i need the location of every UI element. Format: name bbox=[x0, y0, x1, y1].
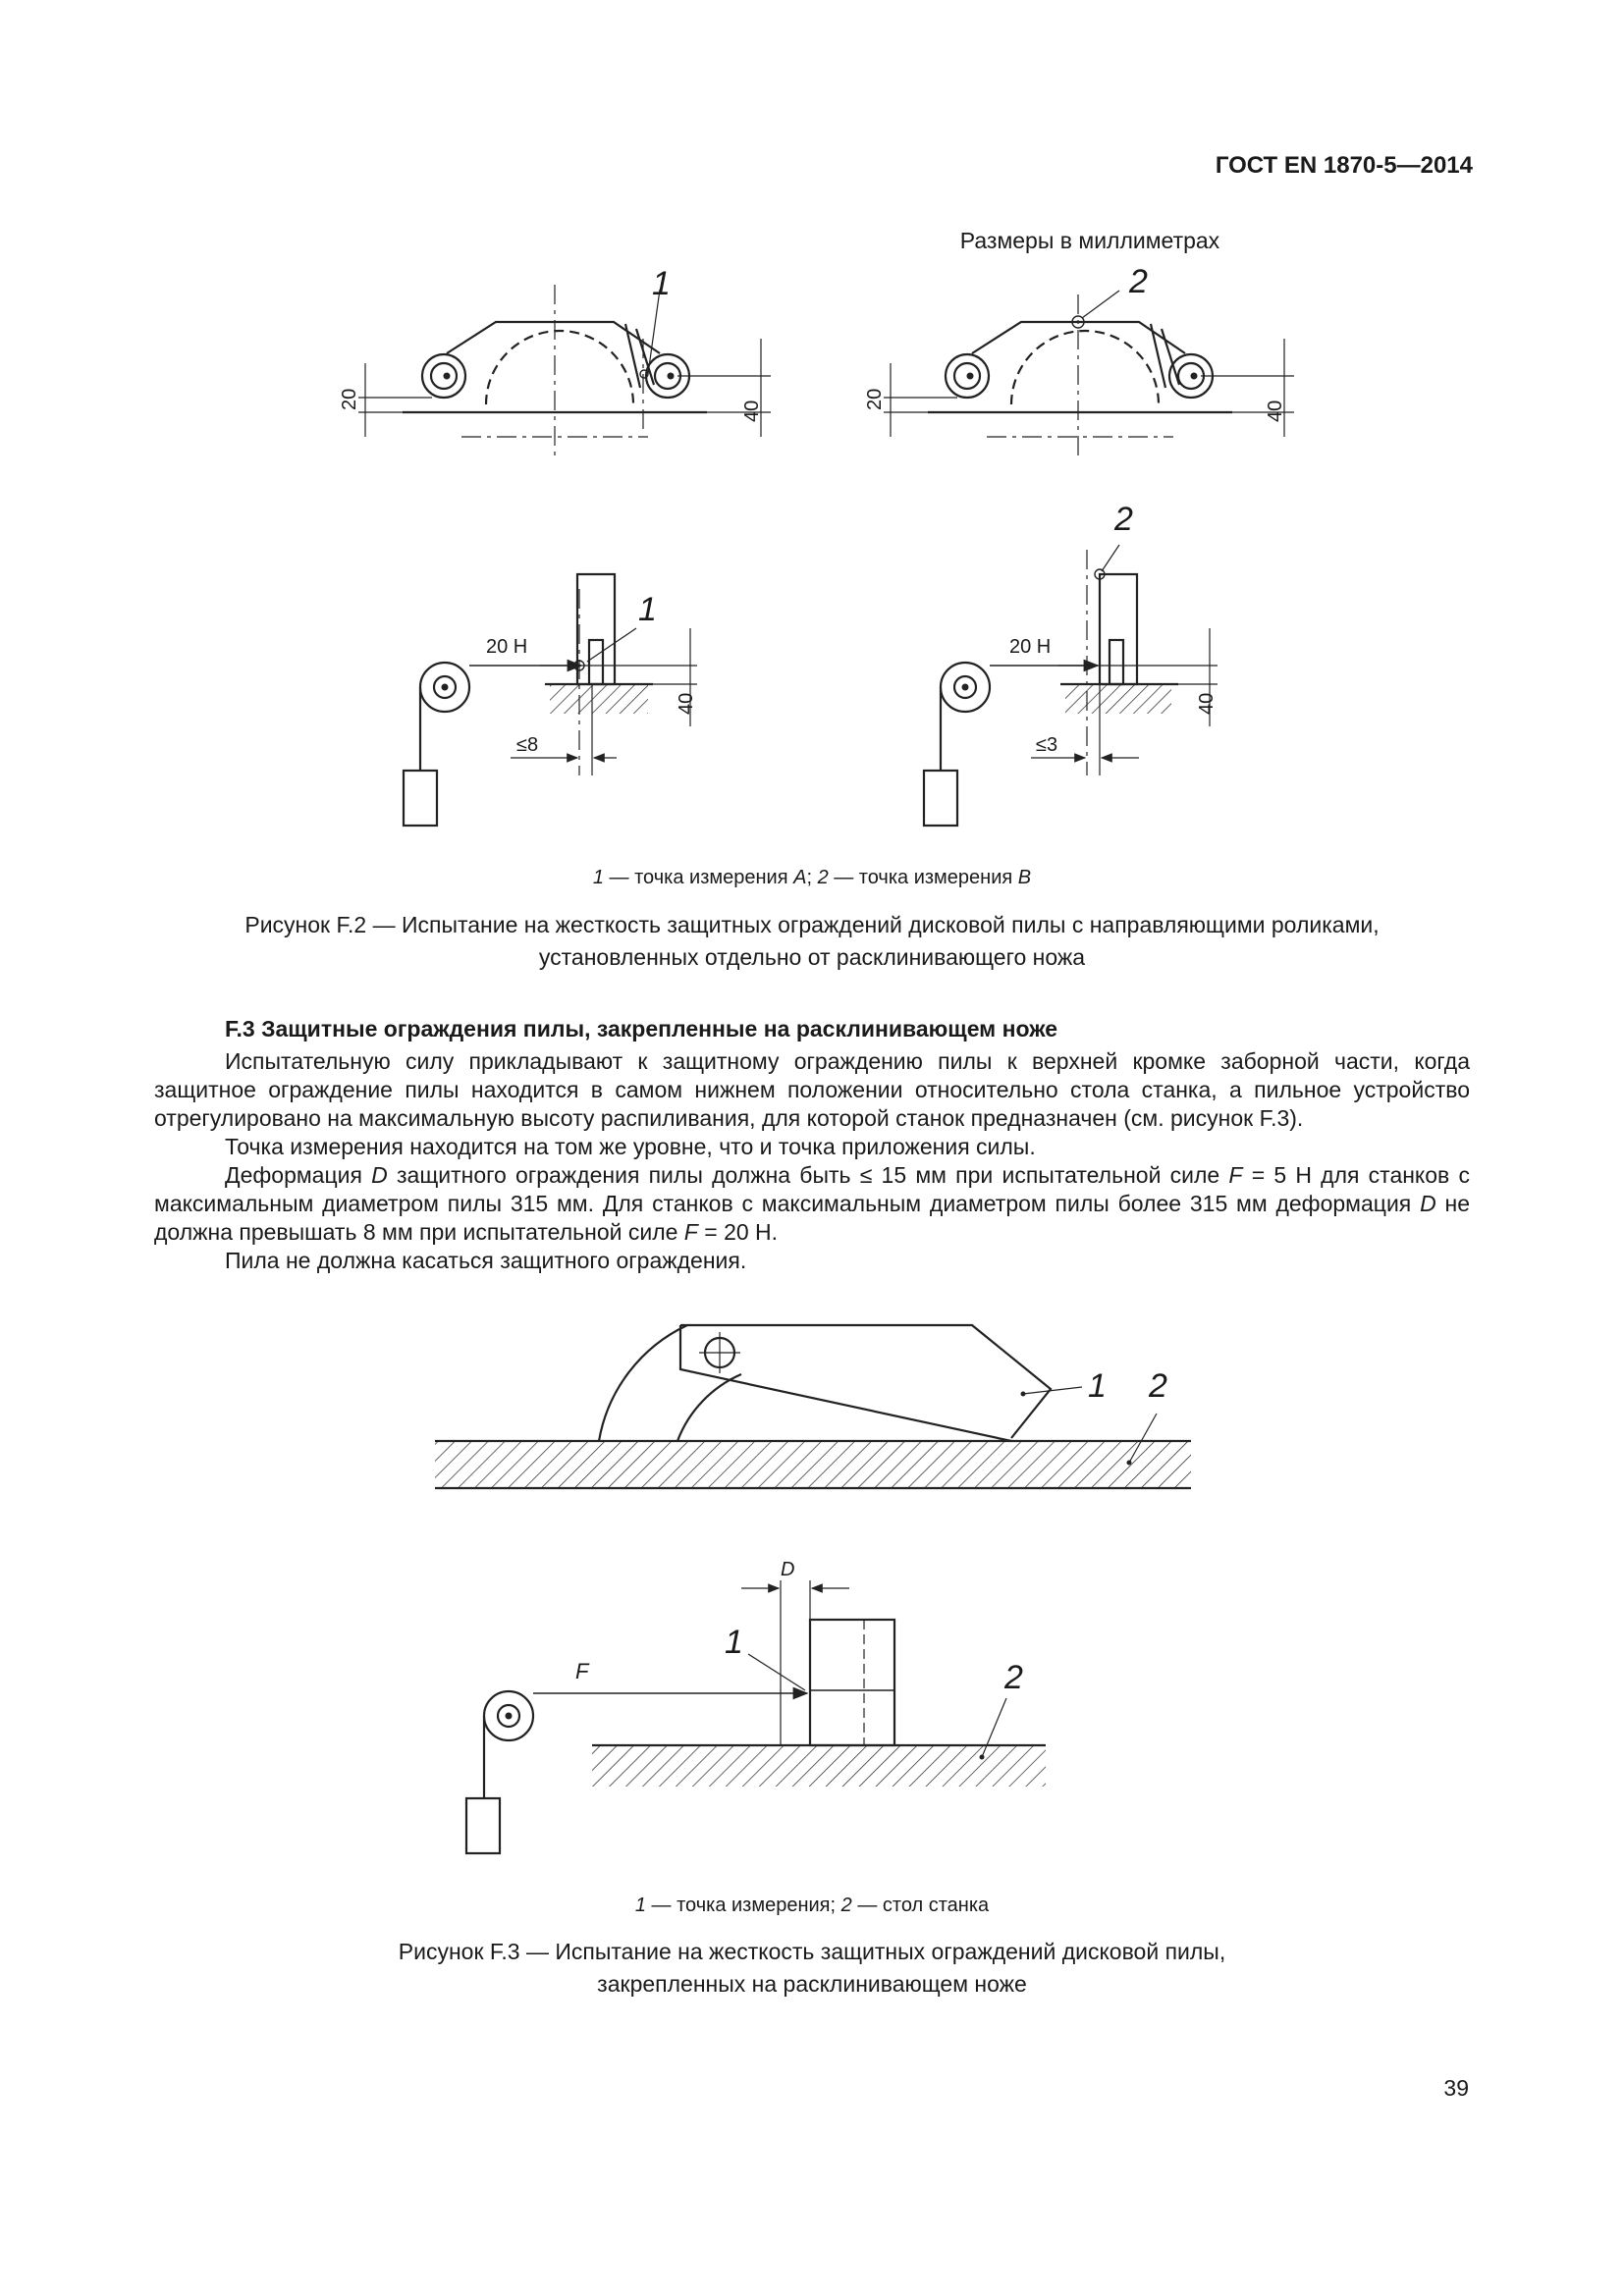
figure-f3-drawing bbox=[0, 1296, 1624, 1885]
section-f3 bbox=[154, 1015, 1470, 1275]
marker-2-top-right: 2 bbox=[1129, 263, 1148, 300]
dim-20-left: 20 bbox=[339, 388, 360, 410]
marker-2-f3-lower: 2 bbox=[1004, 1659, 1023, 1696]
figure-f2-legend: 1 — точка измерения A; 2 — точка измерения B bbox=[592, 867, 1032, 888]
page-number: 39 bbox=[1443, 2075, 1469, 2101]
paragraph-4: Пила не должна касаться защитного ограждения. bbox=[225, 1248, 747, 1273]
dim-D: D bbox=[781, 1559, 795, 1580]
section-heading: F.3 Защитные ограждения пилы, закрепленные на расклинивающем ноже bbox=[225, 1016, 1058, 1041]
paragraph-2: Точка измерения находится на том же уровне, что и точка приложения силы. bbox=[225, 1134, 1036, 1159]
paragraph-3: Деформация D защитного ограждения пилы должна быть ≤ 15 мм при испытательной силе F = 5 Н для станков с максимальным диаметром пилы 315 мм. Для станков с максимальным диаметром пилы более 315 мм деформация D не должна превышать 8 мм при испытательной силе F = 20 Н. bbox=[154, 1162, 1470, 1245]
dim-40-bottom-right: 40 bbox=[1196, 692, 1218, 715]
figure-f2-drawing bbox=[0, 0, 1624, 864]
figure-f3-legend: 1 — точка измерения; 2 — стол станка bbox=[634, 1895, 990, 1916]
paragraph-1: Испытательную силу прикладывают к защитному ограждению пилы к верхней кромке заборной части, когда защитное ограждение пилы находится в самом нижнем положении относительно стола станка, а пильное устройство отрегулировано на максимальную высоту распиливания, для которой станок предназначен (см. рисунок F.3). bbox=[154, 1048, 1470, 1131]
marker-1-f3-lower: 1 bbox=[725, 1624, 743, 1661]
dim-le3: ≤3 bbox=[1036, 734, 1058, 756]
force-label-right: 20 Н bbox=[1009, 636, 1052, 658]
figure-f2-caption: Рисунок F.2 — Испытание на жесткость защитных ограждений дисковой пилы с направляющими роликами, установленных отдельно от расклинивающего ножа bbox=[244, 912, 1380, 970]
guard-top-right bbox=[884, 291, 1294, 461]
dim-20-right: 20 bbox=[864, 388, 886, 410]
figure-f3-caption: Рисунок F.3 — Испытание на жесткость защитных ограждений дисковой пилы, закрепленных на расклинивающем ноже bbox=[398, 1939, 1226, 1997]
force-label-left: 20 Н bbox=[486, 636, 528, 658]
marker-2-bottom-right: 2 bbox=[1114, 501, 1133, 538]
dim-40-left: 40 bbox=[741, 400, 763, 422]
dimensions-note: Размеры в миллиметрах bbox=[959, 228, 1220, 253]
marker-1-f3-upper: 1 bbox=[1088, 1367, 1107, 1405]
dim-le8: ≤8 bbox=[516, 734, 539, 756]
force-F-label: F bbox=[575, 1659, 589, 1683]
marker-2-f3-upper: 2 bbox=[1149, 1367, 1167, 1405]
dim-40-right: 40 bbox=[1265, 400, 1286, 422]
riving-knife-guard bbox=[435, 1325, 1191, 1488]
f3-force-rig bbox=[466, 1580, 1046, 1853]
marker-1-bottom-left: 1 bbox=[638, 591, 657, 628]
guard-top-left bbox=[358, 285, 771, 461]
dim-40-bottom-left: 40 bbox=[676, 692, 697, 715]
standard-designation: ГОСТ EN 1870-5—2014 bbox=[1215, 152, 1473, 179]
marker-1-top-left: 1 bbox=[652, 265, 671, 302]
